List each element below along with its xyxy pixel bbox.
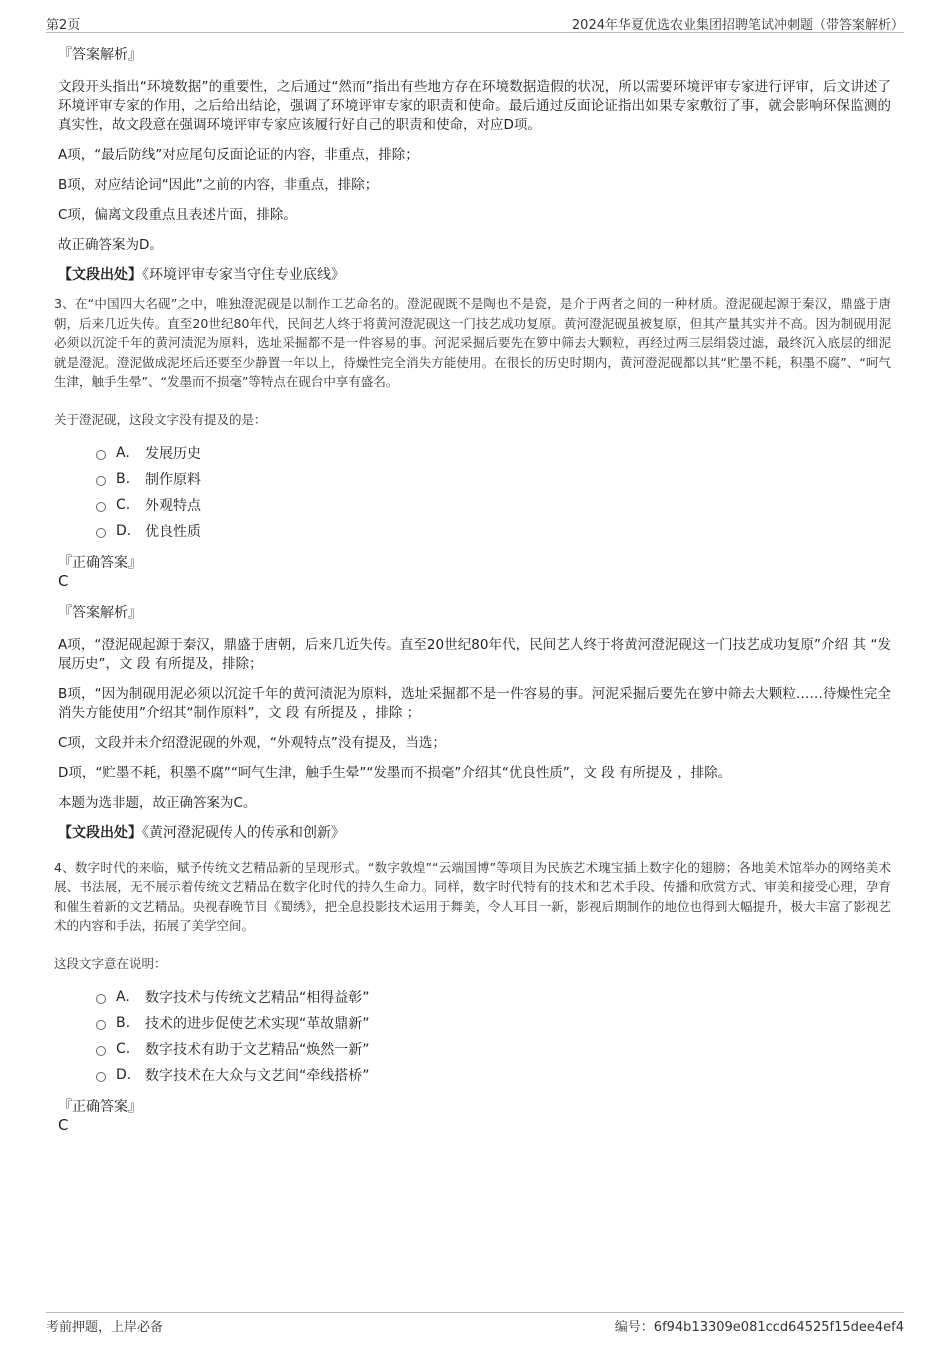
analysis-option-b: B项，对应结论词“因此”之前的内容，非重点，排除；	[58, 177, 379, 193]
analysis-option-d: D项，“贮墨不耗，积墨不腐”“呵气生津，触手生晕”“发墨而不损毫”介绍其“优良性质”，文 段 有所提及 ，排除。	[58, 764, 732, 781]
radio-icon[interactable]	[96, 1020, 106, 1030]
analysis-conclusion: 故正确答案为D。	[58, 237, 163, 253]
question-4-option-a[interactable]: A. 数字技术与传统文艺精品“相得益彰”	[96, 984, 891, 1010]
question-4-option-d[interactable]: D. 数字技术在大众与文艺间“牵线搭桥”	[96, 1062, 891, 1088]
page-header	[46, 12, 904, 33]
question-3-option-a[interactable]: A. 发展历史	[96, 440, 891, 466]
radio-icon[interactable]	[96, 994, 106, 1004]
document-id: 编号：6f94b13309e081ccd64525f15dee4ef4	[614, 1320, 904, 1335]
document-title: 2024年华夏优选农业集团招聘笔试冲刺题（带答案解析）	[571, 18, 904, 33]
question-4-option-c[interactable]: C. 数字技术有助于文艺精品“焕然一新”	[96, 1036, 891, 1062]
analysis-conclusion: 本题为选非题，故正确答案为C。	[58, 794, 257, 811]
correct-answer-label: 『正确答案』	[58, 554, 142, 571]
question-3-option-b[interactable]: B. 制作原料	[96, 466, 891, 492]
analysis-option-a: A项，“澄泥砚起源于秦汉，鼎盛于唐朝，后来几近失传。直至20世纪80年代，民间艺人终于将黄河澄泥砚这一门技艺成功复原”介绍 其 “发展历史”，文 段 有所提及，排除；	[58, 636, 891, 672]
question-4-options	[96, 984, 891, 1088]
footer-slogan: 考前押题，上岸必备	[46, 1320, 164, 1335]
correct-answer-label: 『正确答案』	[58, 1098, 142, 1115]
question-4-prompt: 这段文字意在说明：	[54, 955, 167, 971]
correct-answer: C	[58, 571, 69, 590]
source-title: 《环境评审专家当守住专业底线》	[142, 267, 345, 283]
question-3-prompt: 关于澄泥砚，这段文字没有提及的是：	[54, 411, 267, 427]
source-line	[58, 824, 891, 842]
source-label: 【文段出处】	[58, 267, 142, 283]
radio-icon[interactable]	[96, 476, 106, 486]
question-4-text: 4、数字时代的来临，赋予传统文艺精品新的呈现形式。“数字敦煌”“云端国博”等项目为民族艺术瑰宝插上数字化的翅膀；各地美术馆举办的网络美术展、书法展，无不展示着传统文艺精品在数字化时代的持久生命力。同样，数字时代特有的技术和艺术手段、传播和欣赏方式、审美和接受心理，孕育和催生着新的文艺精品。央视春晚节目《蜀绣》，把全息投影技术运用于舞美，令人耳目一新，影视后期制作的地位也得到大幅提升，极大丰富了影视艺术的内容和手法，拓展了美学空间。	[54, 859, 891, 933]
radio-icon[interactable]	[96, 528, 106, 538]
analysis-label: 『答案解析』	[58, 47, 142, 63]
correct-answer: C	[58, 1115, 69, 1134]
document-body	[56, 46, 891, 1148]
question-3-text: 3、在“中国四大名砚”之中，唯独澄泥砚是以制作工艺命名的。澄泥砚既不是陶也不是瓷，是介于两者之间的一种材质。澄泥砚起源于秦汉，鼎盛于唐朝，后来几近失传。直至20世纪80年代，民间艺人终于将黄河澄泥砚这一门技艺成功复原。黄河澄泥砚虽被复原，但其产量其实并不高。因为制砚用泥必须以沉淀千年的黄河渍泥为原料，选址采掘都不是一件容易的事。河泥采掘后要先在箩中筛去大颗粒，再经过两三层绢袋过滤，最终沉入底层的细泥就是澄泥。澄泥做成泥坯后还要至少静置一年以上，待燥性完全消失方能使用。在很长的历史时期内，黄河澄泥砚都以其“贮墨不耗，积墨不腐”、“呵气生津，触手生晕”、“发墨而不损毫”等特点在砚台中享有盛名。	[54, 296, 891, 389]
question-3-option-d[interactable]: D. 优良性质	[96, 518, 891, 544]
source-label: 【文段出处】	[58, 824, 142, 841]
analysis-option-a: A项，“最后防线”对应尾句反面论证的内容，非重点，排除；	[58, 147, 419, 163]
analysis-label: 『答案解析』	[58, 604, 142, 621]
analysis-option-c: C项，偏离文段重点且表述片面，排除。	[58, 207, 297, 223]
analysis-option-c: C项，文段并未介绍澄泥砚的外观，“外观特点”没有提及，当选；	[58, 734, 446, 751]
radio-icon[interactable]	[96, 502, 106, 512]
page-number: 第2页	[46, 18, 81, 33]
radio-icon[interactable]	[96, 450, 106, 460]
question-3-options	[96, 440, 891, 544]
radio-icon[interactable]	[96, 1046, 106, 1056]
analysis-option-b: B项，“因为制砚用泥必须以沉淀千年的黄河渍泥为原料，选址采掘都不是一件容易的事。河泥采掘后要先在箩中筛去大颗粒……待燥性完全消失方能使用”介绍其“制作原料”，文 段 有所提及 ，排除 ；	[58, 685, 891, 721]
analysis-intro: 文段开头指出“环境数据”的重要性，之后通过“然而”指出有些地方存在环境数据造假的状况，所以需要环境评审专家进行评审，后文讲述了环境评审专家的作用，之后给出结论，强调了环境评审专家的职责和使命。最后通过反面论证指出如果专家敷衍了事，就会影响环保监测的真实性，故文段意在强调环境评审专家应该履行好自己的职责和使命，对应D项。	[58, 79, 891, 133]
question-3-option-c[interactable]: C. 外观特点	[96, 492, 891, 518]
radio-icon[interactable]	[96, 1072, 106, 1082]
source-line	[58, 266, 891, 284]
page-footer	[46, 1312, 904, 1333]
question-4-option-b[interactable]: B. 技术的进步促使艺术实现“革故鼎新”	[96, 1010, 891, 1036]
source-title: 《黄河澄泥砚传人的传承和创新》	[142, 824, 345, 841]
